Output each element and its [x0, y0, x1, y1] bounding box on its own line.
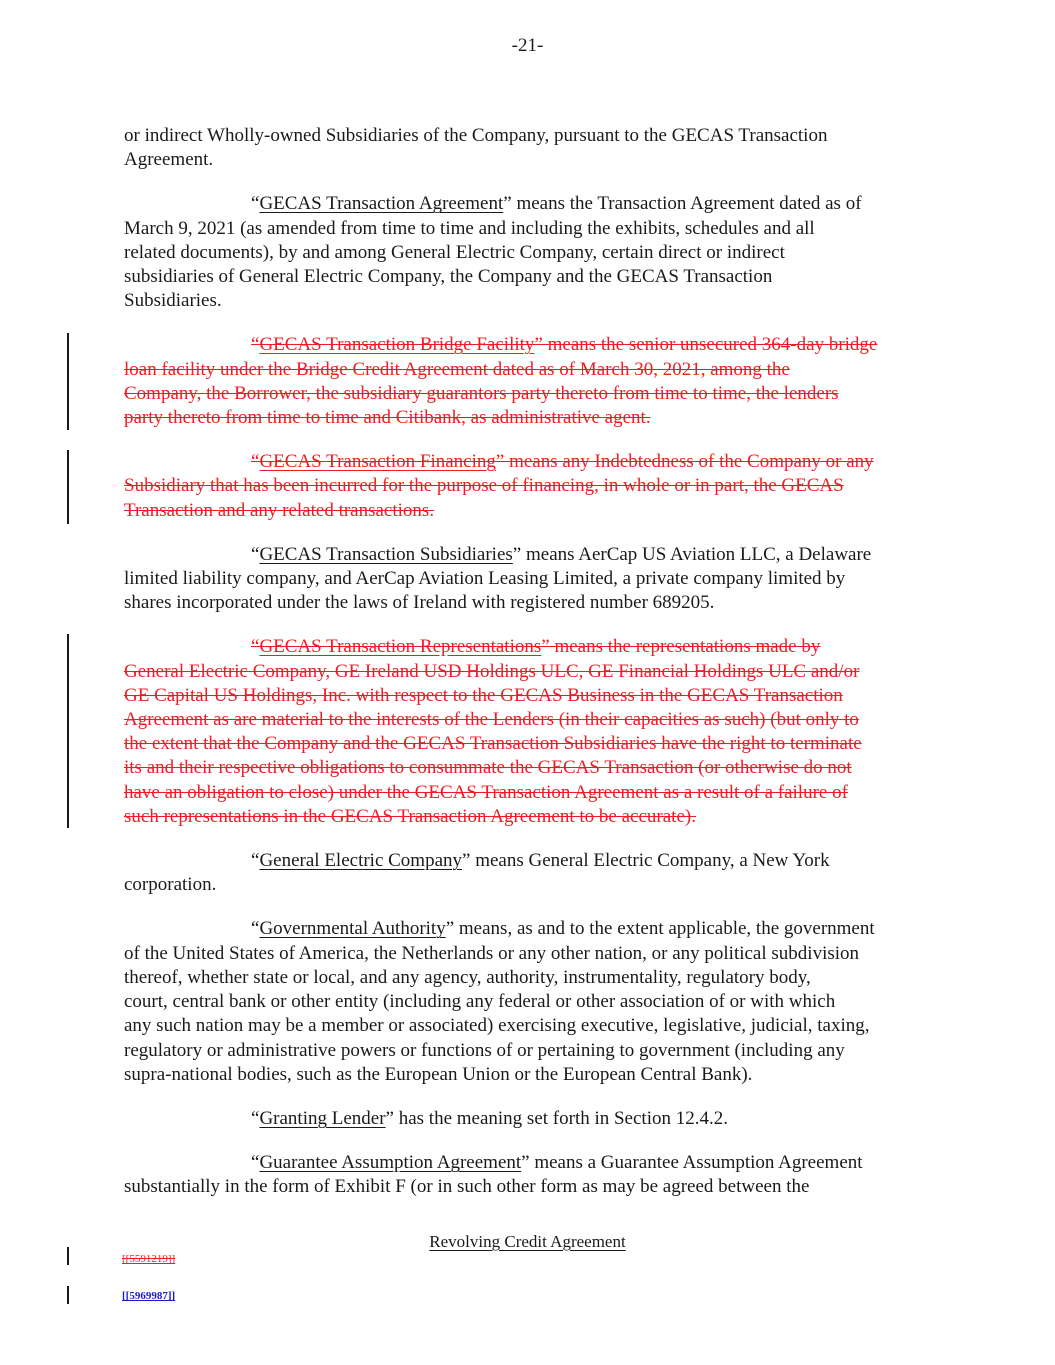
definition-text: ” means General Electric Company, a New York — [462, 850, 830, 872]
quote-open: “ — [251, 451, 260, 473]
text-line: shares incorporated under the laws of Ireland with registered number 689205. — [124, 592, 715, 614]
definition-text: ” means a Guarantee Assumption Agreement — [521, 1152, 863, 1174]
doc-id-deleted: [[5591219]] — [122, 1253, 176, 1265]
definition-gecas-transaction-financing-deleted — [124, 450, 930, 523]
defined-term: Granting Lender — [259, 1107, 386, 1129]
defined-term: GECAS Transaction Representations — [259, 636, 542, 658]
text-line: have an obligation to close) under the GECAS Transaction Agreement as a result of a failure of — [124, 781, 848, 803]
text-line: March 9, 2021 (as amended from time to time and including the exhibits, schedules and all — [124, 217, 815, 239]
text-line: Transaction and any related transactions. — [124, 499, 435, 521]
text-line: loan facility under the Bridge Credit Agreement dated as of March 30, 2021, among the — [124, 358, 790, 380]
definition-general-electric-company — [124, 849, 930, 897]
text-line: court, central bank or other entity (including any federal or other association of or with which — [124, 991, 836, 1013]
text-line: subsidiaries of General Electric Company, the Company and the GECAS Transaction — [124, 266, 773, 288]
quote-open: “ — [251, 193, 260, 215]
footer-document-title — [0, 1231, 1055, 1253]
definition-gecas-transaction-subsidiaries — [124, 543, 930, 616]
change-bar-representations — [67, 634, 69, 828]
text-line: thereof, whether state or local, and any agency, authority, instrumentality, regulatory body, — [124, 966, 811, 988]
definition-text: ” means the Transaction Agreement dated as of — [503, 193, 862, 215]
text-line: the extent that the Company and the GECAS Transaction Subsidiaries have the right to terminate — [124, 733, 862, 755]
quote-open: “ — [251, 636, 260, 658]
text-line: regulatory or administrative powers or functions of or pertaining to government (including any — [124, 1039, 845, 1061]
defined-term: GECAS Transaction Agreement — [259, 193, 504, 215]
definition-governmental-authority — [124, 917, 930, 1086]
text-line: Subsidiaries. — [124, 290, 222, 312]
text-line: any such nation may be a member or associated) exercising executive, legislative, judicial, taxing, — [124, 1015, 870, 1037]
definition-text: ” has the meaning set forth in Section 12.4.2. — [385, 1107, 728, 1129]
defined-term: General Electric Company — [259, 850, 463, 872]
text-line: its and their respective obligations to consummate the GECAS Transaction (or otherwise do not — [124, 757, 852, 779]
text-line: Agreement as are material to the interests of the Lenders (in their capacities as such) (but only to — [124, 709, 859, 731]
defined-term: GECAS Transaction Subsidiaries — [259, 543, 513, 565]
definition-granting-lender — [124, 1107, 930, 1131]
definition-guarantee-assumption-agreement — [124, 1151, 930, 1199]
text-line: substantially in the form of Exhibit F (or in such other form as may be agreed between the — [124, 1176, 810, 1198]
definition-text: ” means, as and to the extent applicable, the government — [445, 918, 875, 940]
definition-gecas-transaction-representations-deleted — [124, 635, 930, 829]
footer-title-text: Revolving Credit Agreement — [429, 1232, 626, 1251]
defined-term: Governmental Authority — [259, 918, 446, 940]
definition-text: ” means AerCap US Aviation LLC, a Delaware — [512, 543, 872, 565]
text-line: Subsidiary that has been incurred for the purpose of financing, in whole or in part, the GECAS — [124, 475, 844, 497]
definition-gecas-transaction-agreement — [124, 192, 930, 313]
text-line: GE Capital US Holdings, Inc. with respect to the GECAS Business in the GECAS Transaction — [124, 684, 843, 706]
definition-gecas-transaction-bridge-facility-deleted — [124, 333, 930, 430]
change-bar-doc-id-inserted — [67, 1286, 69, 1304]
change-bar-bridge-facility — [67, 333, 69, 430]
quote-open: “ — [251, 918, 260, 940]
text-line: supra-national bodies, such as the European Union or the European Central Bank). — [124, 1063, 753, 1085]
text-line: party thereto from time to time and Citibank, as administrative agent. — [124, 407, 651, 429]
definition-text: ” means the senior unsecured 364-day bridge — [534, 334, 878, 356]
change-bar-financing — [67, 450, 69, 524]
quote-open: “ — [251, 334, 260, 356]
defined-term: Guarantee Assumption Agreement — [259, 1152, 522, 1174]
text-line: Company, the Borrower, the subsidiary guarantors party thereto from time to time, the lenders — [124, 382, 839, 404]
text-line: related documents), by and among General Electric Company, certain direct or indirect — [124, 241, 785, 263]
text-line: of the United States of America, the Netherlands or any other nation, or any political subdivision — [124, 942, 860, 964]
definition-text: ” means the representations made by — [541, 636, 821, 658]
defined-term: GECAS Transaction Bridge Facility — [259, 334, 535, 356]
quote-open: “ — [251, 543, 260, 565]
page-number: -21- — [511, 35, 544, 56]
text-line: limited liability company, and AerCap Aviation Leasing Limited, a private company limited by — [124, 568, 846, 590]
quote-open: “ — [251, 1107, 260, 1129]
doc-id-inserted: [[5969987]] — [122, 1290, 176, 1302]
text-line: General Electric Company, GE Ireland USD Holdings ULC, GE Financial Holdings ULC and/or — [124, 660, 860, 682]
text-line: corporation. — [124, 874, 217, 896]
text-line: or indirect Wholly-owned Subsidiaries of the Company, pursuant to the GECAS Transaction — [124, 125, 828, 146]
defined-term: GECAS Transaction Financing — [259, 451, 496, 473]
text-line: such representations in the GECAS Transaction Agreement to be accurate). — [124, 805, 696, 827]
quote-open: “ — [251, 1152, 260, 1174]
document-body — [124, 124, 930, 1220]
paragraph-continuation — [124, 124, 930, 172]
text-line: Agreement. — [124, 149, 214, 171]
definition-text: ” means any Indebtedness of the Company or any — [495, 451, 874, 473]
quote-open: “ — [251, 850, 260, 872]
